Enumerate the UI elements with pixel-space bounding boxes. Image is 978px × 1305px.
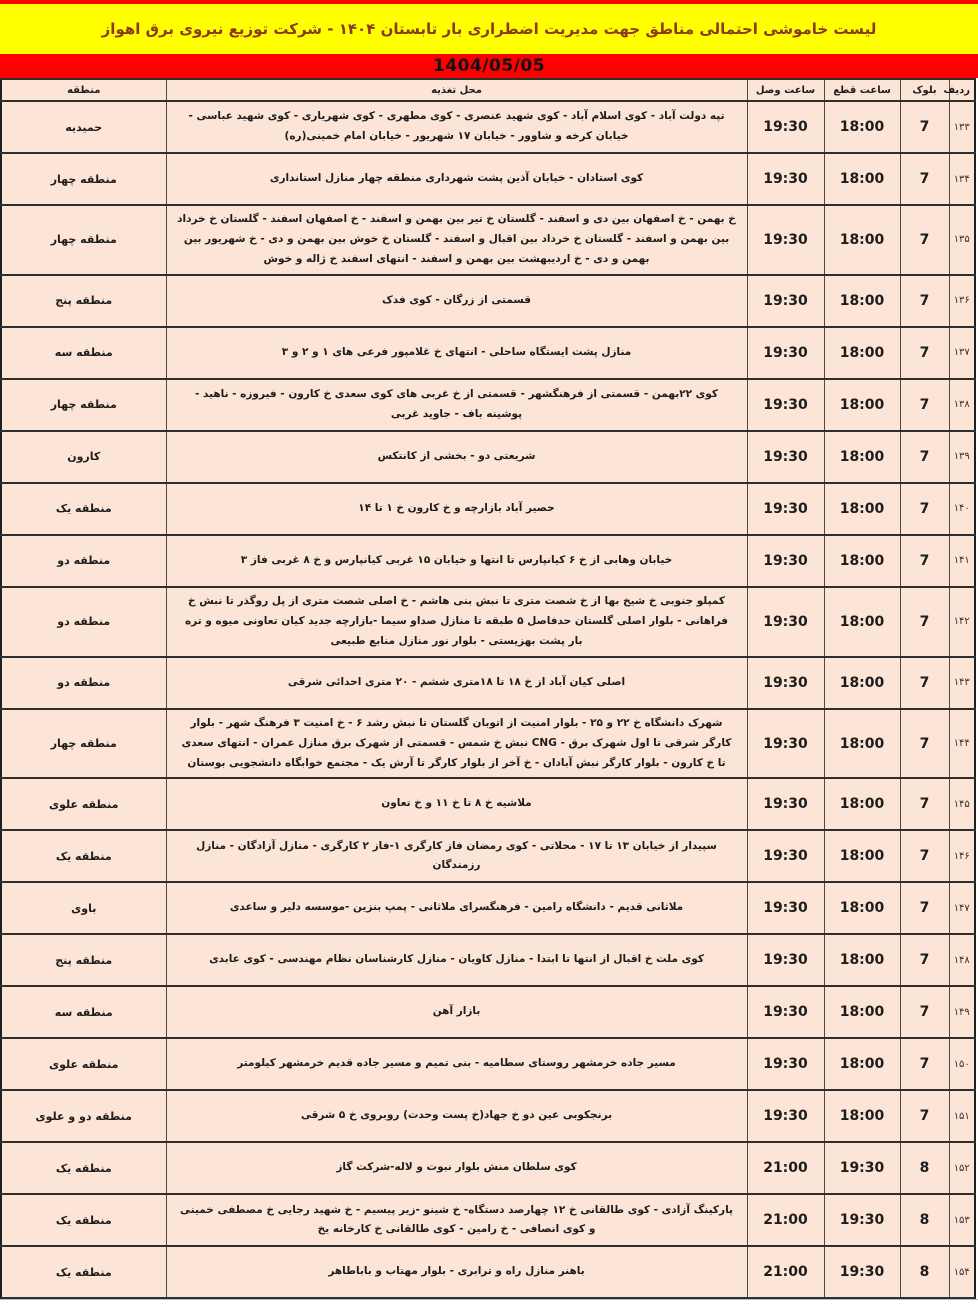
feeding-location: اصلی کیان آباد از خ ۱۸ تا ۱۸متری ششم - ۲۰ متری احدائی شرقی xyxy=(166,657,747,709)
table-row xyxy=(1,535,975,587)
row-number: ۱۵۰ xyxy=(949,1038,975,1090)
bottom-strip xyxy=(0,1299,978,1305)
restore-time: 21:00 xyxy=(747,1194,824,1246)
restore-time: 19:30 xyxy=(747,882,824,934)
header-block: بلوک xyxy=(900,79,949,101)
region-name: کارون xyxy=(1,431,166,483)
block-number: 7 xyxy=(900,1090,949,1142)
block-number: 7 xyxy=(900,327,949,379)
region-name: منطقه سه xyxy=(1,986,166,1038)
row-number: ۱۳۶ xyxy=(949,275,975,327)
region-name: منطقه یک xyxy=(1,830,166,882)
region-name: منطقه چهار xyxy=(1,379,166,431)
region-name: منطقه یک xyxy=(1,1142,166,1194)
feeding-location: کمپلو جنوبی خ شیخ بها از خ شصت متری تا نبش بنی هاشم - خ اصلی شصت متری از پل روگذر تا نبش خ فراهانی - بلوار اصلی گلستان حدفاصل ۵ طبقه تا منازل صداو سیما -بازارچه جدید کیان تعاونی میوه و تره بار پشت بهزیستی - بلوار نور منازل منابع طبیعی xyxy=(166,587,747,657)
region-name: منطقه چهار xyxy=(1,153,166,205)
row-number: ۱۴۹ xyxy=(949,986,975,1038)
schedule-date: 1404/05/05 xyxy=(432,56,546,76)
restore-time: 19:30 xyxy=(747,205,824,275)
block-number: 7 xyxy=(900,709,949,779)
cut-time: 18:00 xyxy=(824,483,900,535)
cut-time: 18:00 xyxy=(824,101,900,153)
row-number: ۱۵۲ xyxy=(949,1142,975,1194)
block-number: 8 xyxy=(900,1142,949,1194)
table-row xyxy=(1,1142,975,1194)
row-number: ۱۳۸ xyxy=(949,379,975,431)
row-number: ۱۴۷ xyxy=(949,882,975,934)
cut-time: 18:00 xyxy=(824,1090,900,1142)
region-name: حمیدیه xyxy=(1,101,166,153)
block-number: 8 xyxy=(900,1194,949,1246)
row-number: ۱۴۲ xyxy=(949,587,975,657)
feeding-location: کوی استادان - خیابان آذین پشت شهرداری منطقه چهار منازل استانداری xyxy=(166,153,747,205)
region-name: باوی xyxy=(1,882,166,934)
restore-time: 19:30 xyxy=(747,1090,824,1142)
feeding-location: شهرک دانشگاه خ ۲۲ و ۲۵ - بلوار امنیت از اتوبان گلستان تا نبش رشد ۶ - خ امنیت ۳ فرهنگ شهر - بلوار کارگر شرقی تا اول شهرک برق - CNG نبش خ شمس - قسمتی از شهرک برق منازل عمران - انتهای سعدی تا خ کارون - بلوار کارگر نبش آبادان - خ آخر از بلوار کارگر تا آرش یک - مجتمع خوابگاه دانشجویی بوستان xyxy=(166,709,747,779)
region-name: منطقه یک xyxy=(1,1246,166,1298)
restore-time: 19:30 xyxy=(747,431,824,483)
cut-time: 18:00 xyxy=(824,986,900,1038)
feeding-location: خیابان وهابی از خ ۶ کیانپارس تا انتها و خیابان ۱۵ غربی کیانپارس و خ ۸ غربی فاز ۳ xyxy=(166,535,747,587)
feeding-location: برنجکوبی عین دو خ جهاد(خ پست وحدت) روبروی خ ۵ شرقی xyxy=(166,1090,747,1142)
feeding-location: ملاشیه خ ۸ تا خ ۱۱ و خ تعاون xyxy=(166,778,747,830)
restore-time: 19:30 xyxy=(747,934,824,986)
region-name: منطقه یک xyxy=(1,1194,166,1246)
row-number: ۱۳۵ xyxy=(949,205,975,275)
row-number: ۱۳۳ xyxy=(949,101,975,153)
table-row xyxy=(1,1246,975,1298)
feeding-location: منازل پشت ایستگاه ساحلی - انتهای خ غلامپور فرعی های ۱ و ۲ و ۳ xyxy=(166,327,747,379)
feeding-location: حصیر آباد بازارچه و خ کارون خ ۱ تا ۱۴ xyxy=(166,483,747,535)
cut-time: 18:00 xyxy=(824,205,900,275)
row-number: ۱۴۵ xyxy=(949,778,975,830)
restore-time: 19:30 xyxy=(747,657,824,709)
region-name: منطقه پنج xyxy=(1,275,166,327)
table-row xyxy=(1,882,975,934)
header-row-number: ردیف xyxy=(949,79,975,101)
table-row xyxy=(1,483,975,535)
cut-time: 19:30 xyxy=(824,1246,900,1298)
block-number: 7 xyxy=(900,153,949,205)
block-number: 7 xyxy=(900,587,949,657)
table-row xyxy=(1,379,975,431)
cut-time: 18:00 xyxy=(824,379,900,431)
region-name: منطقه سه xyxy=(1,327,166,379)
restore-time: 19:30 xyxy=(747,986,824,1038)
region-name: منطقه دو xyxy=(1,657,166,709)
table-row xyxy=(1,587,975,657)
page-title: لیست خاموشی احتمالی مناطق جهت مدیریت اضطراری بار تابستان ۱۴۰۴ - شرکت توزیع نیروی برق اهواز xyxy=(101,20,877,38)
row-number: ۱۴۸ xyxy=(949,934,975,986)
row-number: ۱۵۴ xyxy=(949,1246,975,1298)
table-row xyxy=(1,205,975,275)
title-banner xyxy=(0,4,978,54)
header-restore-time: ساعت وصل xyxy=(747,79,824,101)
block-number: 8 xyxy=(900,1246,949,1298)
row-number: ۱۴۳ xyxy=(949,657,975,709)
block-number: 7 xyxy=(900,101,949,153)
table-row xyxy=(1,1038,975,1090)
restore-time: 21:00 xyxy=(747,1246,824,1298)
cut-time: 18:00 xyxy=(824,153,900,205)
region-name: منطقه دو xyxy=(1,535,166,587)
block-number: 7 xyxy=(900,986,949,1038)
row-number: ۱۳۹ xyxy=(949,431,975,483)
region-name: منطقه علوی xyxy=(1,1038,166,1090)
table-row xyxy=(1,778,975,830)
cut-time: 18:00 xyxy=(824,709,900,779)
row-number: ۱۴۴ xyxy=(949,709,975,779)
cut-time: 18:00 xyxy=(824,778,900,830)
cut-time: 18:00 xyxy=(824,587,900,657)
cut-time: 18:00 xyxy=(824,275,900,327)
cut-time: 18:00 xyxy=(824,830,900,882)
table-row xyxy=(1,1194,975,1246)
cut-time: 18:00 xyxy=(824,882,900,934)
table-row xyxy=(1,934,975,986)
header-cut-time: ساعت قطع xyxy=(824,79,900,101)
block-number: 7 xyxy=(900,1038,949,1090)
cut-time: 19:30 xyxy=(824,1142,900,1194)
date-banner xyxy=(0,54,978,78)
feeding-location: باهنر منازل راه و ترابری - بلوار مهتاب و باباطاهر xyxy=(166,1246,747,1298)
restore-time: 19:30 xyxy=(747,101,824,153)
region-name: منطقه علوی xyxy=(1,778,166,830)
block-number: 7 xyxy=(900,275,949,327)
row-number: ۱۵۳ xyxy=(949,1194,975,1246)
cut-time: 18:00 xyxy=(824,1038,900,1090)
feeding-location: کوی ملت خ اقبال از انتها تا ابتدا - منازل کاویان - منازل کارشناسان نظام مهندسی - کوی عابدی xyxy=(166,934,747,986)
table-body xyxy=(1,101,975,1298)
block-number: 7 xyxy=(900,882,949,934)
cut-time: 18:00 xyxy=(824,657,900,709)
header-location: محل تغذیه xyxy=(166,79,747,101)
feeding-location: کوی ۲۲بهمن - قسمتی از فرهنگشهر - قسمتی از خ غربی های کوی سعدی خ کارون - فیروزه - ناهید - پوشینه باف - جاوید غربی xyxy=(166,379,747,431)
row-number: ۱۴۱ xyxy=(949,535,975,587)
restore-time: 19:30 xyxy=(747,275,824,327)
cut-time: 18:00 xyxy=(824,934,900,986)
block-number: 7 xyxy=(900,657,949,709)
table-row xyxy=(1,327,975,379)
outage-table xyxy=(0,78,976,1299)
table-row xyxy=(1,101,975,153)
row-number: ۱۴۰ xyxy=(949,483,975,535)
restore-time: 19:30 xyxy=(747,709,824,779)
row-number: ۱۴۶ xyxy=(949,830,975,882)
restore-time: 19:30 xyxy=(747,587,824,657)
row-number: ۱۳۷ xyxy=(949,327,975,379)
cut-time: 19:30 xyxy=(824,1194,900,1246)
table-row xyxy=(1,275,975,327)
block-number: 7 xyxy=(900,379,949,431)
table-row xyxy=(1,830,975,882)
region-name: منطقه دو و علوی xyxy=(1,1090,166,1142)
cut-time: 18:00 xyxy=(824,431,900,483)
feeding-location: قسمتی از زرگان - کوی فدک xyxy=(166,275,747,327)
block-number: 7 xyxy=(900,830,949,882)
region-name: منطقه یک xyxy=(1,483,166,535)
block-number: 7 xyxy=(900,778,949,830)
feeding-location: بازار آهن xyxy=(166,986,747,1038)
restore-time: 19:30 xyxy=(747,327,824,379)
block-number: 7 xyxy=(900,205,949,275)
region-name: منطقه پنج xyxy=(1,934,166,986)
row-number: ۱۳۴ xyxy=(949,153,975,205)
feeding-location: تپه دولت آباد - کوی اسلام آباد - کوی شهید عنصری - کوی مطهری - کوی شهریاری - کوی شهید عباسی - خیابان کرخه و شاوور - خیابان ۱۷ شهریور - خیابان امام خمینی(ره) xyxy=(166,101,747,153)
header-region: منطقه xyxy=(1,79,166,101)
block-number: 7 xyxy=(900,431,949,483)
restore-time: 19:30 xyxy=(747,535,824,587)
restore-time: 21:00 xyxy=(747,1142,824,1194)
feeding-location: مسیر جاده خرمشهر روستای سطامیه - بنی تمیم و مسیر جاده قدیم خرمشهر کیلومتر xyxy=(166,1038,747,1090)
restore-time: 19:30 xyxy=(747,483,824,535)
table-header xyxy=(1,79,975,101)
restore-time: 19:30 xyxy=(747,153,824,205)
header-row xyxy=(1,79,975,101)
restore-time: 19:30 xyxy=(747,778,824,830)
block-number: 7 xyxy=(900,483,949,535)
feeding-location: ملاثانی قدیم - دانشگاه رامین - فرهنگسرای ملاثانی - پمپ بنزین -موسسه دلیر و ساعدی xyxy=(166,882,747,934)
table-row xyxy=(1,709,975,779)
region-name: منطقه دو xyxy=(1,587,166,657)
table-row xyxy=(1,986,975,1038)
feeding-location: سپیدار از خیابان ۱۳ تا ۱۷ - محلاتی - کوی رمضان فاز کارگری ۱-فاز ۲ کارگری - منازل آزادگان - منازل رزمندگان xyxy=(166,830,747,882)
region-name: منطقه چهار xyxy=(1,709,166,779)
restore-time: 19:30 xyxy=(747,379,824,431)
row-number: ۱۵۱ xyxy=(949,1090,975,1142)
table-row xyxy=(1,657,975,709)
feeding-location: خ بهمن - خ اصفهان بین دی و اسفند - گلستان خ تیر بین بهمن و اسفند - خ اصفهان اسفند - گلستان خ خرداد بین بهمن و اسفند - گلستان خ خرداد بین اقبال و اسفند - گلستان خ خوش بین بهمن و دی - خ شهریور بین بهمن و دی - خ اردیبهشت بین بهمن و اسفند - انتهای اسفند خ ژاله و خوش xyxy=(166,205,747,275)
table-row xyxy=(1,431,975,483)
restore-time: 19:30 xyxy=(747,1038,824,1090)
block-number: 7 xyxy=(900,535,949,587)
feeding-location: شریعتی دو - بخشی از کانتکس xyxy=(166,431,747,483)
restore-time: 19:30 xyxy=(747,830,824,882)
table-row xyxy=(1,153,975,205)
cut-time: 18:00 xyxy=(824,535,900,587)
table-row xyxy=(1,1090,975,1142)
region-name: منطقه چهار xyxy=(1,205,166,275)
feeding-location: کوی سلطان منش بلوار نبوت و لاله-شرکت گاز xyxy=(166,1142,747,1194)
cut-time: 18:00 xyxy=(824,327,900,379)
block-number: 7 xyxy=(900,934,949,986)
feeding-location: پارکینگ آزادی - کوی طالقانی خ ۱۲ چهارصد دستگاه- خ شینو -زیر پیسیم - خ شهید رجایی خ مصطفی خمینی و کوی انصافی - خ رامین - کوی طالقانی خ کارخانه یخ xyxy=(166,1194,747,1246)
